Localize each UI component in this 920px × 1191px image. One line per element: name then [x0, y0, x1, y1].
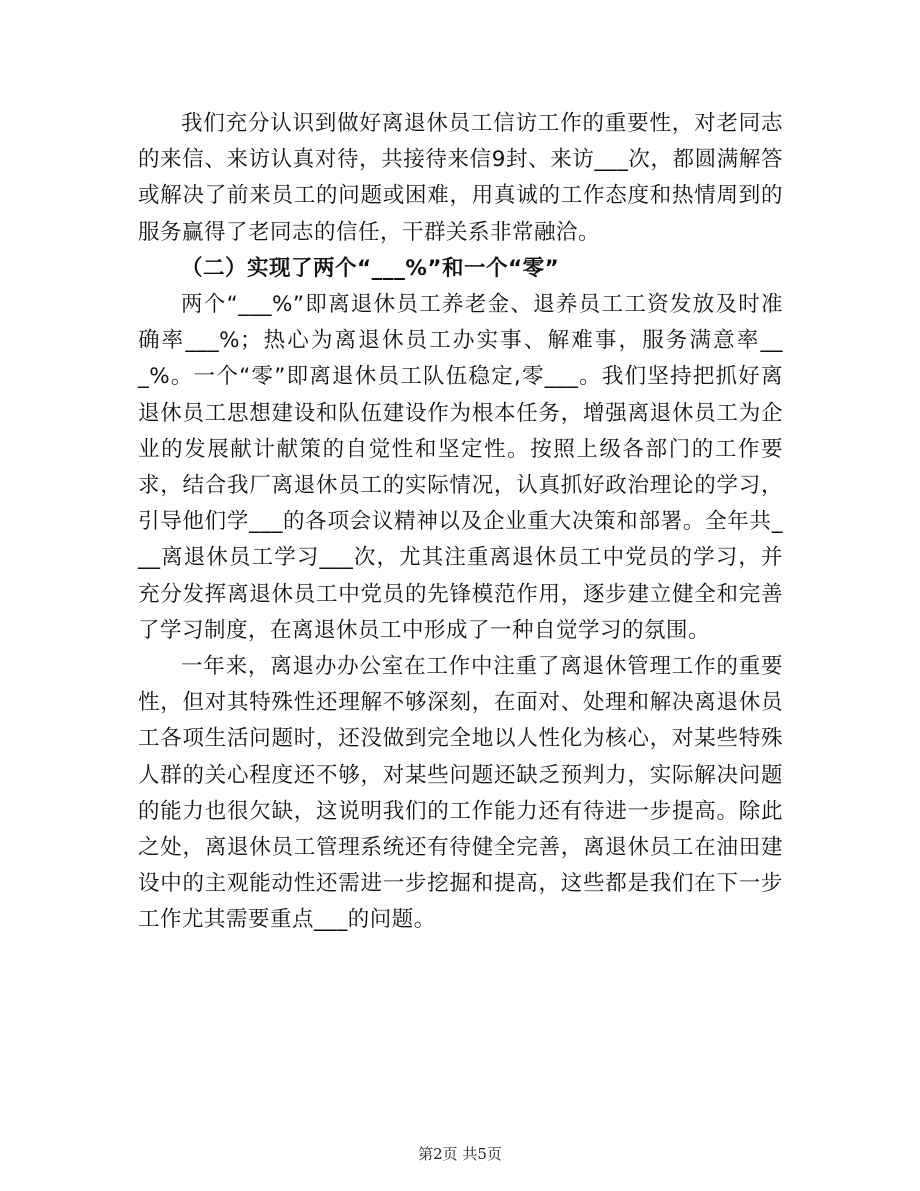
- section-heading: （二）实现了两个“___%”和一个“零”: [181, 255, 560, 281]
- page-number-footer: 第2页 共5页: [418, 1145, 502, 1163]
- document-body: [138, 106, 783, 939]
- paragraph-year-review: 一年来，离退办办公室在工作中注重了离退休管理工作的重要性，但对其特殊性还理解不够深刻，在面对、处理和解决离退休员工各项生活问题时，还没做到完全地以人性化为核心，对某些特殊人群的关心程度还不够，对某些问题还缺乏预判力，实际解决问题的能力也很欠缺，这说明我们的工作能力还有待进一步提高。除此之处，离退休员工管理系统还有待健全完善，离退休员工在油田建设中的主观能动性还需进一步挖掘和提高，这些都是我们在下一步工作尤其需要重点___的问题。: [138, 654, 783, 933]
- paragraph-petition-work: 我们充分认识到做好离退休员工信访工作的重要性，对老同志的来信、来访认真对待，共接待来信9封、来访___次，都圆满解答或解决了前来员工的问题或困难，用真诚的工作态度和热情周到的服务赢得了老同志的信任，干群关系非常融洽。: [138, 111, 783, 245]
- paragraph-two-percent-one-zero: 两个“___%”即离退休员工养老金、退养员工工资发放及时准确率___%；热心为离退休员工办实事、解难事，服务满意率___%。一个“零”即离退休员工队伍稳定,零___。我们坚持把抓好离退休员工思想建设和队伍建设作为根本任务，增强离退休员工为企业的发展献计献策的自觉性和坚定性。按照上级各部门的工作要求，结合我厂离退休员工的实际情况，认真抓好政治理论的学习，引导他们学___的各项会议精神以及企业重大决策和部署。全年共___离退休员工学习___次，尤其注重离退休员工中党员的学习，并充分发挥离退休员工中党员的先锋模范作用，逐步建立健全和完善了学习制度，在离退休员工中形成了一种自觉学习的氛围。: [138, 292, 783, 643]
